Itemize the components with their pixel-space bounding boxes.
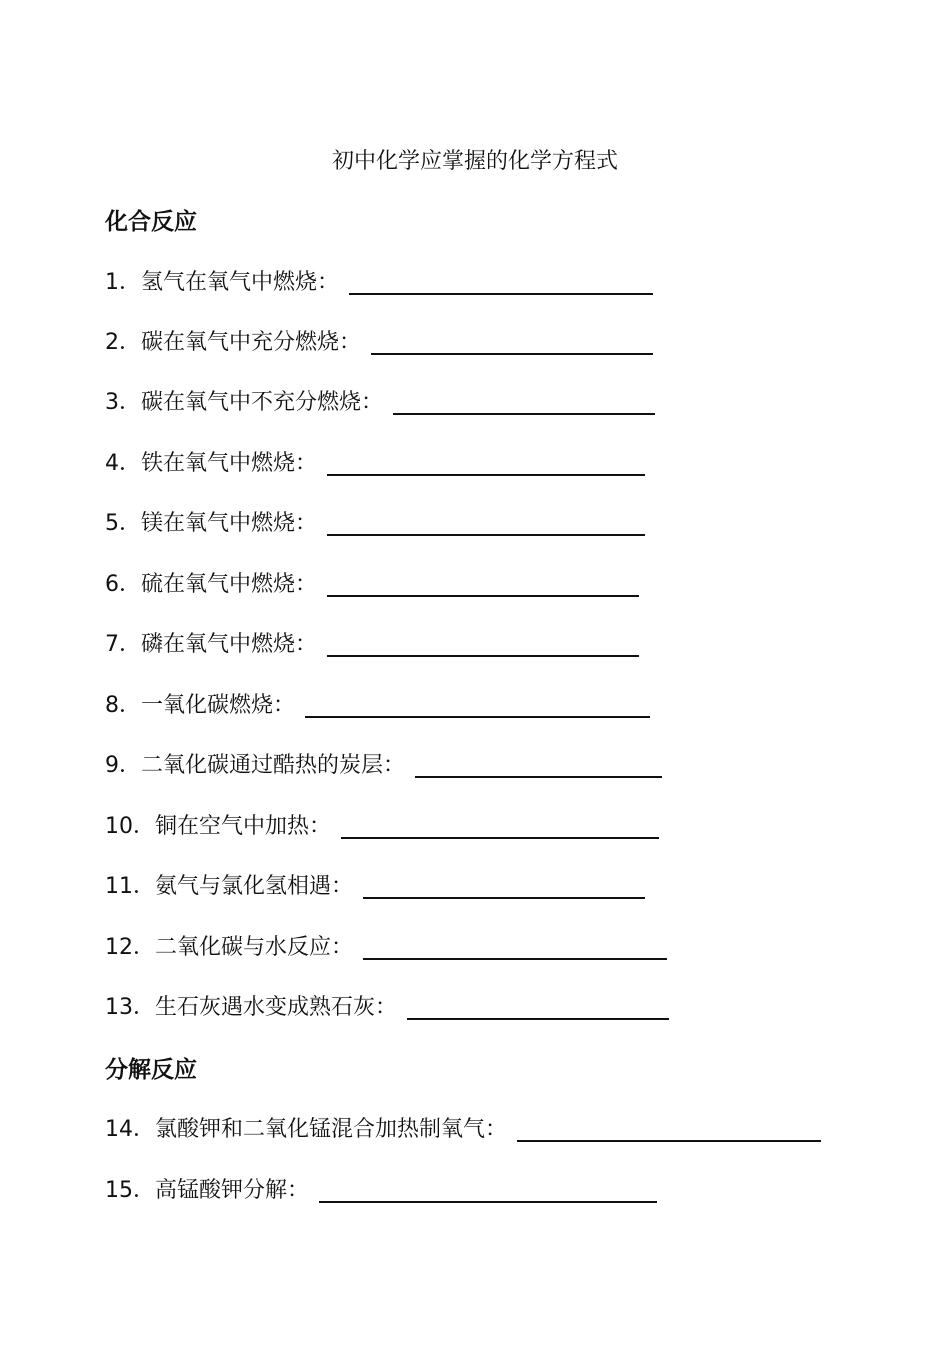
question-number: 11． xyxy=(105,874,155,899)
question-number: 15． xyxy=(105,1178,155,1203)
question-number: 10． xyxy=(105,814,155,839)
question-text: 碳在氧气中不充分燃烧： xyxy=(141,390,384,415)
answer-blank[interactable] xyxy=(327,571,639,597)
page-title: 初中化学应掌握的化学方程式 xyxy=(331,149,618,174)
answer-blank[interactable] xyxy=(371,329,653,355)
question-text: 铜在空气中加热： xyxy=(155,814,332,839)
answer-blank[interactable] xyxy=(327,450,645,476)
question-number: 2． xyxy=(105,330,141,355)
answer-blank[interactable] xyxy=(363,873,645,899)
question-9 xyxy=(105,750,662,782)
answer-blank[interactable] xyxy=(407,994,669,1020)
answer-blank[interactable] xyxy=(363,934,667,960)
answer-blank[interactable] xyxy=(319,1177,657,1203)
question-text: 生石灰遇水变成熟石灰： xyxy=(155,995,398,1020)
question-5 xyxy=(105,508,645,540)
question-number: 5． xyxy=(105,511,141,536)
question-number: 3． xyxy=(105,390,141,415)
answer-blank[interactable] xyxy=(341,813,659,839)
answer-blank[interactable] xyxy=(327,631,639,657)
answer-blank[interactable] xyxy=(415,752,662,778)
question-text: 镁在氧气中燃烧： xyxy=(141,511,318,536)
question-text: 一氧化碳燃烧： xyxy=(141,693,296,718)
section-heading-decomposition: 分解反应 xyxy=(105,1057,197,1083)
question-text: 二氧化碳通过酷热的炭层： xyxy=(141,753,406,778)
answer-blank[interactable] xyxy=(305,692,650,718)
question-text: 氯酸钾和二氧化锰混合加热制氧气： xyxy=(155,1117,508,1142)
question-10 xyxy=(105,811,659,843)
question-text: 磷在氧气中燃烧： xyxy=(141,632,318,657)
answer-blank[interactable] xyxy=(349,269,653,295)
question-14 xyxy=(105,1114,821,1146)
question-13 xyxy=(105,992,669,1024)
question-number: 1． xyxy=(105,270,141,295)
question-text: 碳在氧气中充分燃烧： xyxy=(141,330,362,355)
question-3 xyxy=(105,387,655,419)
question-number: 9． xyxy=(105,753,141,778)
question-number: 8． xyxy=(105,693,141,718)
question-12 xyxy=(105,932,667,964)
question-text: 高锰酸钾分解： xyxy=(155,1178,310,1203)
question-1 xyxy=(105,267,653,299)
question-number: 6． xyxy=(105,572,141,597)
question-text: 硫在氧气中燃烧： xyxy=(141,572,318,597)
question-7 xyxy=(105,629,639,661)
question-4 xyxy=(105,448,645,480)
question-8 xyxy=(105,690,650,722)
question-text: 铁在氧气中燃烧： xyxy=(141,451,318,476)
question-15 xyxy=(105,1175,657,1207)
question-6 xyxy=(105,569,639,601)
question-number: 7． xyxy=(105,632,141,657)
answer-blank[interactable] xyxy=(327,510,645,536)
section-heading-combination: 化合反应 xyxy=(105,209,197,235)
question-text: 二氧化碳与水反应： xyxy=(155,935,354,960)
question-text: 氢气在氧气中燃烧： xyxy=(141,270,340,295)
question-2 xyxy=(105,327,653,359)
question-number: 12． xyxy=(105,935,155,960)
question-number: 4． xyxy=(105,451,141,476)
question-number: 13． xyxy=(105,995,155,1020)
answer-blank[interactable] xyxy=(517,1116,821,1142)
question-text: 氨气与氯化氢相遇： xyxy=(155,874,354,899)
question-11 xyxy=(105,871,645,903)
answer-blank[interactable] xyxy=(393,389,655,415)
question-number: 14． xyxy=(105,1117,155,1142)
